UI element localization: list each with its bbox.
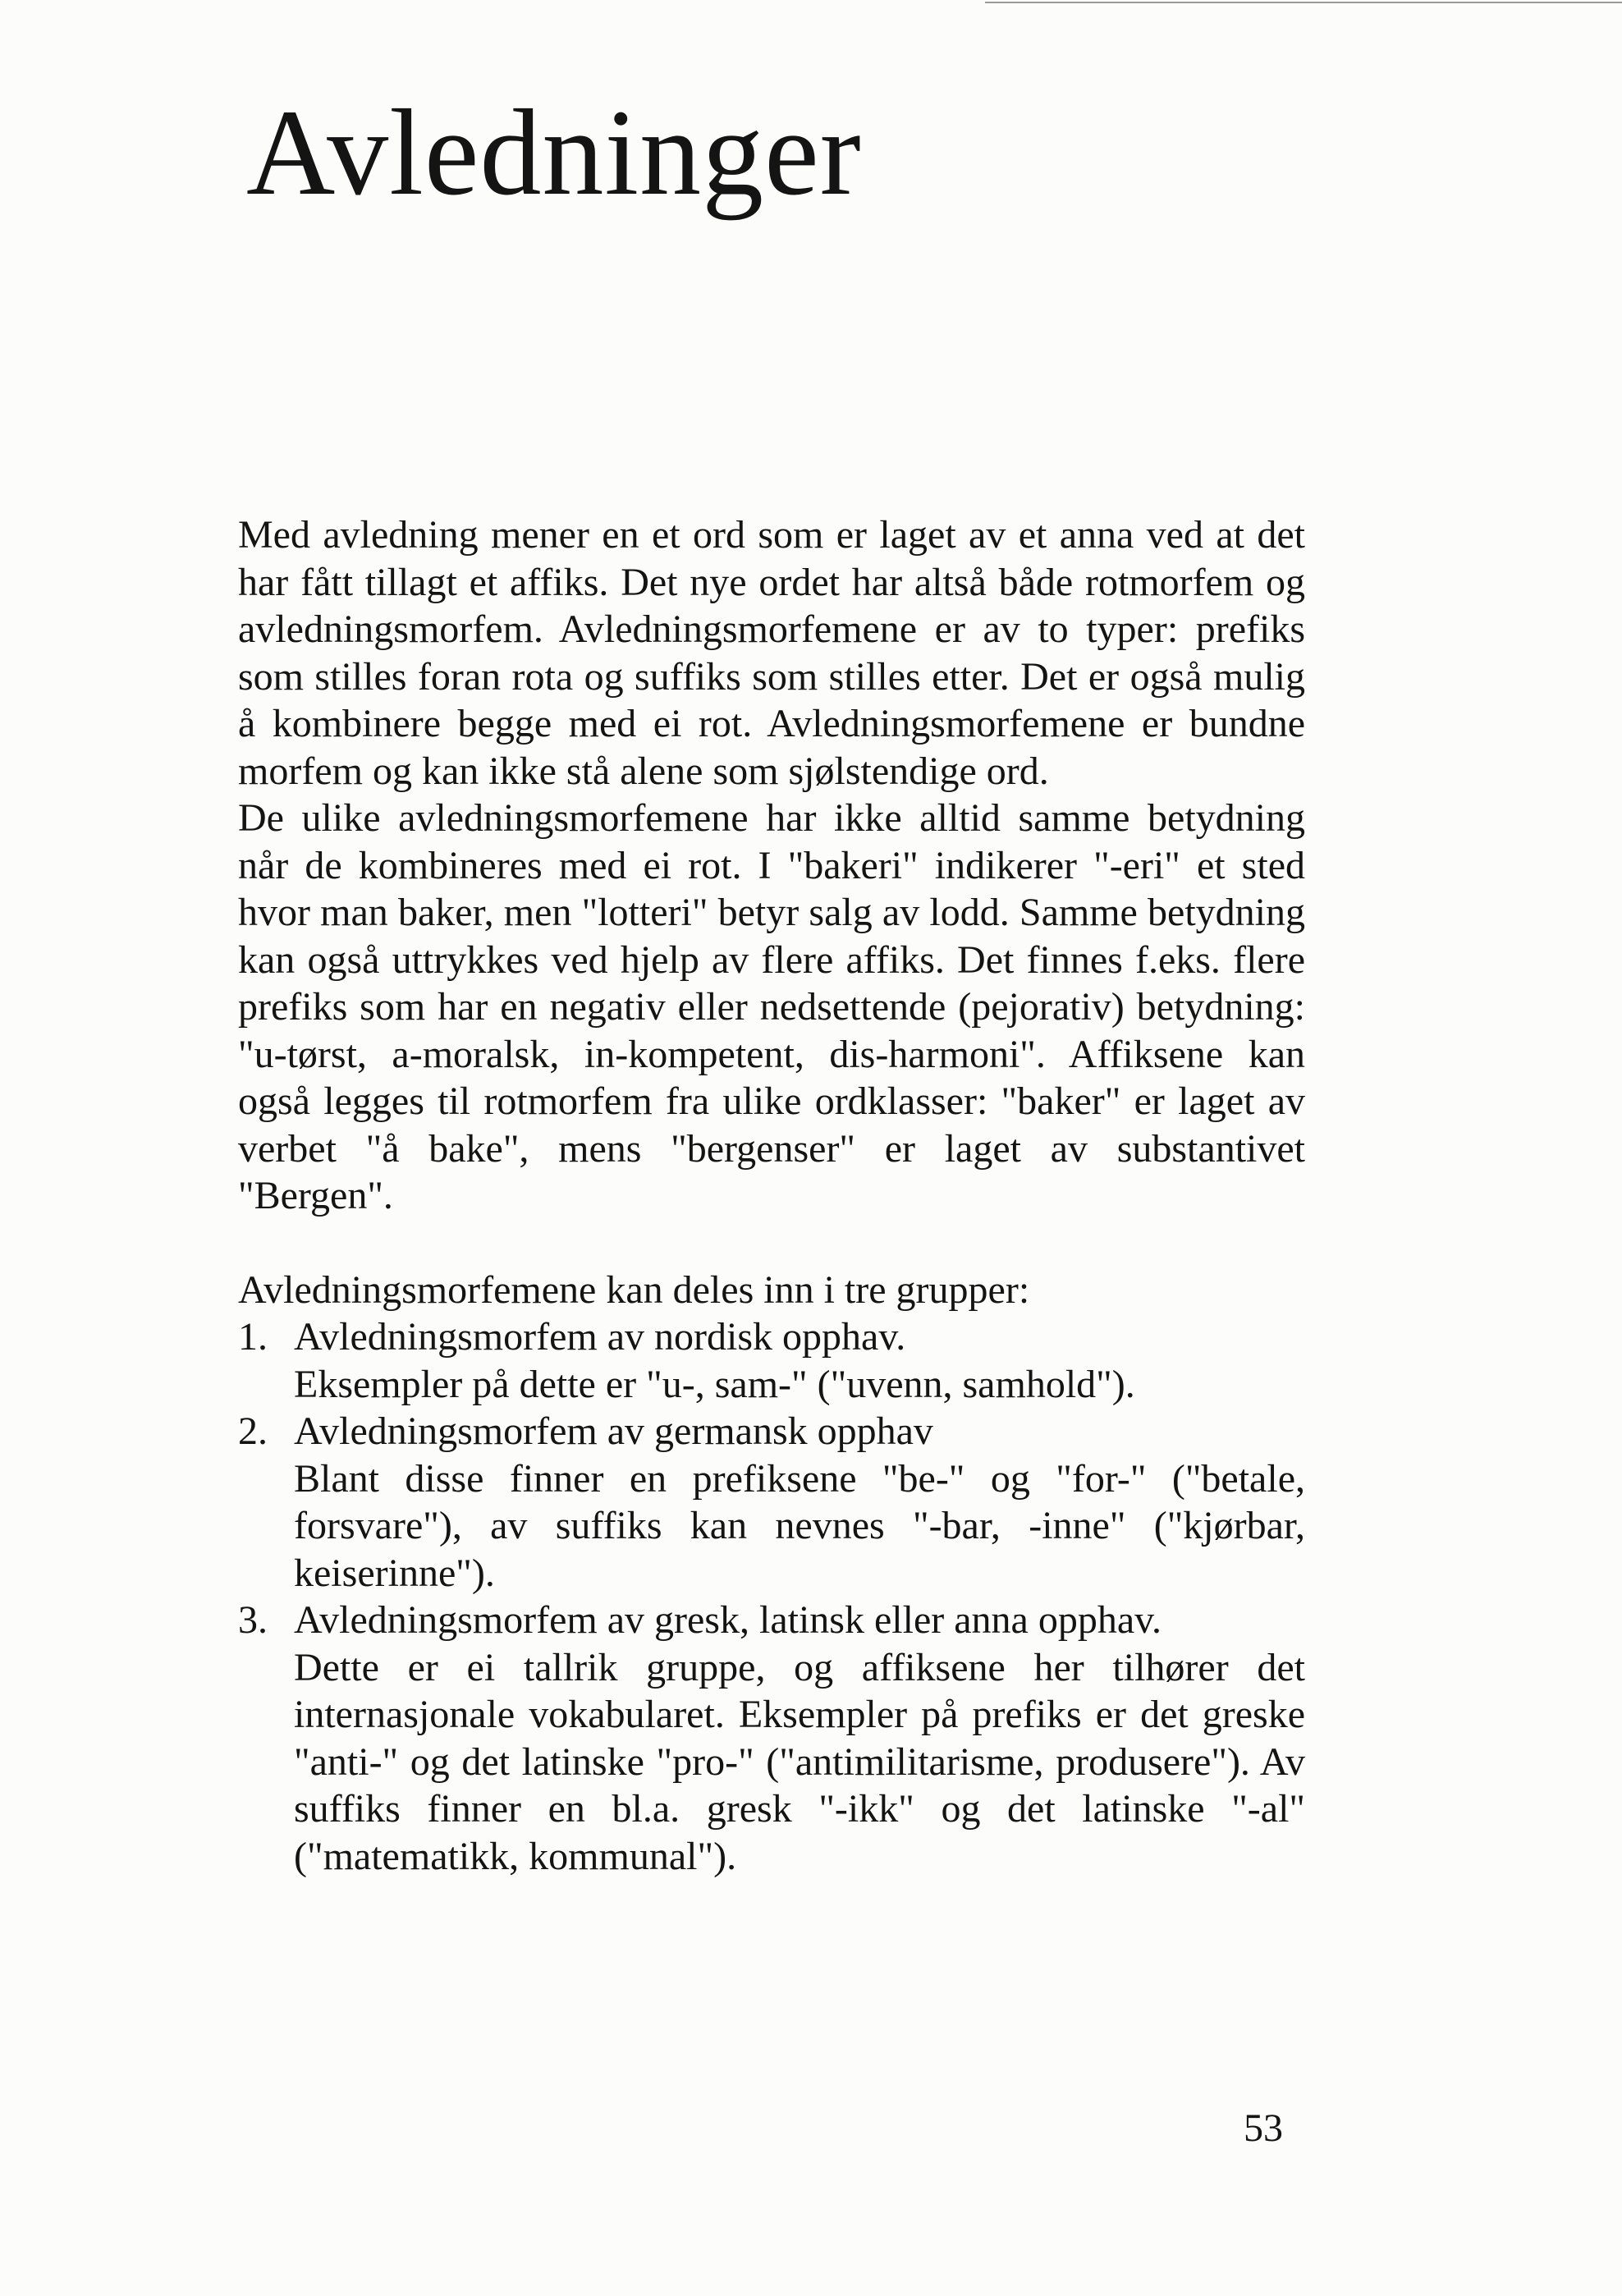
list-item-nordic xyxy=(238,1313,1305,1408)
list-item-greek-latin xyxy=(238,1597,1305,1880)
list-item-heading: Avledningsmorfem av gresk, latinsk eller anna opphav. xyxy=(294,1598,1162,1642)
list-item-text: Blant disse finner en prefiksene "be-" og "for-" ("betale, forsvare"), av suffiks kan nevnes "-bar, -inne" ("kjørbar, keiserinne"). xyxy=(294,1456,1305,1595)
body-text xyxy=(238,511,1305,1880)
list-item-text: Dette er ei tallrik gruppe, og affiksene her tilhører det internasjonale vokabularet. Eksempler på prefiks er det greske "anti-" og det latinske "pro-" ("antimilitarisme, produsere"). Av suffiks finner en bl.a. gresk "-ikk" og det latinske "-al" ("matematikk, kommunal"). xyxy=(294,1645,1305,1878)
list-item-heading: Avledningsmorfem av nordisk opphav. xyxy=(294,1315,906,1359)
list-item-number: 1. xyxy=(238,1315,268,1359)
list-item-heading: Avledningsmorfem av germansk opphav xyxy=(294,1409,933,1453)
list-item-germanic xyxy=(238,1408,1305,1597)
morpheme-groups-list xyxy=(238,1313,1305,1880)
paragraph-definition: Med avledning mener en et ord som er laget av et anna ved at det har fått tillagt et affiks. Det nye ordet har altså både rotmorfem og avledningsmorfem. Avledningsmorfemene er av to typer: prefiks som stilles foran rota og suffiks som stilles etter. Det er også mulig å kombinere begge med ei rot. Avledningsmorfemene er bundne morfem og kan ikke stå alene som sjølstendige ord. xyxy=(238,513,1305,793)
groups-intro: Avledningsmorfemene kan deles inn i tre grupper: xyxy=(238,1267,1030,1312)
page-title: Avledninger xyxy=(246,85,862,221)
list-item-text: Eksempler på dette er "u-, sam-" ("uvenn, samhold"). xyxy=(294,1362,1135,1406)
list-item-number: 3. xyxy=(238,1598,268,1642)
list-item-number: 2. xyxy=(238,1409,268,1453)
page-number: 53 xyxy=(1244,2106,1283,2150)
paragraph-meaning: De ulike avledningsmorfemene har ikke alltid samme betydning når de kombineres med ei rot. I "bakeri" indikerer "-eri" et sted hvor man baker, men "lotteri" betyr salg av lodd. Samme betydning kan også uttrykkes ved hjelp av flere affiks. Det finnes f.eks. flere prefiks som har en negativ eller nedsettende (pejorativ) betydning: "u-tørst, a-moralsk, in-kompetent, dis-harmoni". Affiksene kan også legges til rotmorfem fra ulike ordklasser: "baker" er laget av verbet "å bake", mens "bergenser" er laget av substantivet "Bergen". xyxy=(238,796,1305,1217)
top-edge-rule xyxy=(985,2,1622,3)
